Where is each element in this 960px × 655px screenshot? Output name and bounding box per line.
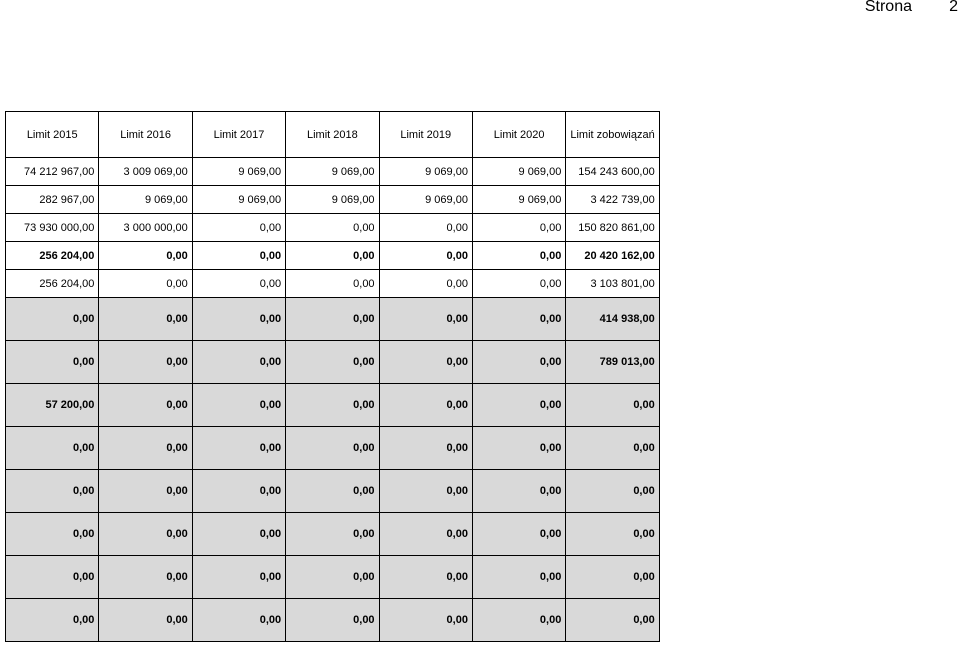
table-header-row xyxy=(6,112,660,158)
table-cell: 9 069,00 xyxy=(286,186,379,214)
table-cell: 0,00 xyxy=(379,298,472,341)
table-cell: 9 069,00 xyxy=(192,158,285,186)
table-cell: 0,00 xyxy=(99,470,192,513)
table-cell: 0,00 xyxy=(192,242,285,270)
table-cell: 154 243 600,00 xyxy=(566,158,659,186)
table-cell: 0,00 xyxy=(6,470,99,513)
table-cell: 0,00 xyxy=(472,298,565,341)
table-cell: 0,00 xyxy=(286,513,379,556)
table-cell: 0,00 xyxy=(286,470,379,513)
table-cell: 0,00 xyxy=(99,513,192,556)
table-cell: 0,00 xyxy=(472,427,565,470)
table-cell: 0,00 xyxy=(566,384,659,427)
table-cell: 0,00 xyxy=(379,427,472,470)
table-row xyxy=(6,242,660,270)
column-header: Limit 2020 xyxy=(472,112,565,158)
page-label: Strona xyxy=(864,0,912,15)
table-cell: 0,00 xyxy=(99,599,192,642)
column-header: Limit 2018 xyxy=(286,112,379,158)
column-header: Limit zobowiązań xyxy=(566,112,659,158)
table-cell: 0,00 xyxy=(286,214,379,242)
table-cell: 256 204,00 xyxy=(6,270,99,298)
table-cell: 0,00 xyxy=(99,298,192,341)
table-cell: 0,00 xyxy=(566,470,659,513)
table-cell: 3 009 069,00 xyxy=(99,158,192,186)
table-cell: 0,00 xyxy=(566,427,659,470)
page-header xyxy=(760,0,960,22)
table-cell: 0,00 xyxy=(6,556,99,599)
table-cell: 0,00 xyxy=(192,384,285,427)
table-row xyxy=(6,384,660,427)
table-row xyxy=(6,270,660,298)
table-cell: 0,00 xyxy=(286,298,379,341)
table-cell: 0,00 xyxy=(6,427,99,470)
table-cell: 73 930 000,00 xyxy=(6,214,99,242)
table-cell: 0,00 xyxy=(99,384,192,427)
table-cell: 0,00 xyxy=(379,384,472,427)
limits-table xyxy=(5,111,660,642)
table-cell: 0,00 xyxy=(472,599,565,642)
table-cell: 414 938,00 xyxy=(566,298,659,341)
table-cell: 150 820 861,00 xyxy=(566,214,659,242)
table-cell: 0,00 xyxy=(379,599,472,642)
table-cell: 0,00 xyxy=(286,556,379,599)
table-cell: 0,00 xyxy=(379,341,472,384)
table-cell: 0,00 xyxy=(379,470,472,513)
table-row xyxy=(6,470,660,513)
table-cell: 0,00 xyxy=(99,341,192,384)
table-row xyxy=(6,186,660,214)
table-cell: 0,00 xyxy=(192,270,285,298)
table-cell: 0,00 xyxy=(379,513,472,556)
table-cell: 0,00 xyxy=(192,214,285,242)
table-cell: 0,00 xyxy=(286,341,379,384)
table-cell: 9 069,00 xyxy=(472,186,565,214)
table-cell: 0,00 xyxy=(566,599,659,642)
table-cell: 3 103 801,00 xyxy=(566,270,659,298)
table-cell: 0,00 xyxy=(6,341,99,384)
table-cell: 9 069,00 xyxy=(286,158,379,186)
table-cell: 0,00 xyxy=(192,341,285,384)
column-header: Limit 2016 xyxy=(99,112,192,158)
table-cell: 0,00 xyxy=(192,599,285,642)
column-header: Limit 2015 xyxy=(6,112,99,158)
table-row xyxy=(6,513,660,556)
table-cell: 0,00 xyxy=(99,427,192,470)
table-cell: 20 420 162,00 xyxy=(566,242,659,270)
table-cell: 256 204,00 xyxy=(6,242,99,270)
table-cell: 282 967,00 xyxy=(6,186,99,214)
table-cell: 74 212 967,00 xyxy=(6,158,99,186)
table-cell: 57 200,00 xyxy=(6,384,99,427)
table-cell: 0,00 xyxy=(192,427,285,470)
table-cell: 3 422 739,00 xyxy=(566,186,659,214)
table-cell: 0,00 xyxy=(192,470,285,513)
table-cell: 0,00 xyxy=(472,270,565,298)
column-header: Limit 2017 xyxy=(192,112,285,158)
table-cell: 9 069,00 xyxy=(379,186,472,214)
table-cell: 0,00 xyxy=(192,556,285,599)
table-cell: 9 069,00 xyxy=(99,186,192,214)
table-cell: 0,00 xyxy=(6,298,99,341)
table-cell: 0,00 xyxy=(286,427,379,470)
page-number: 2 xyxy=(949,0,958,15)
table-cell: 0,00 xyxy=(99,242,192,270)
table-cell: 0,00 xyxy=(286,270,379,298)
table-cell: 0,00 xyxy=(566,513,659,556)
table-cell: 0,00 xyxy=(6,513,99,556)
table-cell: 9 069,00 xyxy=(379,158,472,186)
table-cell: 0,00 xyxy=(286,599,379,642)
table-cell: 0,00 xyxy=(472,556,565,599)
table-row xyxy=(6,427,660,470)
table-row xyxy=(6,556,660,599)
table-cell: 3 000 000,00 xyxy=(99,214,192,242)
table-row xyxy=(6,298,660,341)
table-cell: 0,00 xyxy=(472,341,565,384)
table-cell: 0,00 xyxy=(379,242,472,270)
table-cell: 0,00 xyxy=(472,470,565,513)
table-row xyxy=(6,214,660,242)
table-cell: 0,00 xyxy=(379,270,472,298)
table-cell: 0,00 xyxy=(379,214,472,242)
table-cell: 0,00 xyxy=(472,214,565,242)
table-cell: 9 069,00 xyxy=(192,186,285,214)
table-cell: 0,00 xyxy=(566,556,659,599)
table-cell: 0,00 xyxy=(192,513,285,556)
column-header: Limit 2019 xyxy=(379,112,472,158)
table-cell: 0,00 xyxy=(472,384,565,427)
table-cell: 789 013,00 xyxy=(566,341,659,384)
table-cell: 0,00 xyxy=(192,298,285,341)
table-cell: 0,00 xyxy=(472,242,565,270)
table-cell: 0,00 xyxy=(379,556,472,599)
table-row xyxy=(6,341,660,384)
table-cell: 0,00 xyxy=(99,270,192,298)
table-cell: 0,00 xyxy=(472,513,565,556)
table-cell: 0,00 xyxy=(286,242,379,270)
table-row xyxy=(6,599,660,642)
table-cell: 0,00 xyxy=(99,556,192,599)
table-cell: 0,00 xyxy=(286,384,379,427)
table-row xyxy=(6,158,660,186)
table-cell: 0,00 xyxy=(6,599,99,642)
table-cell: 9 069,00 xyxy=(472,158,565,186)
